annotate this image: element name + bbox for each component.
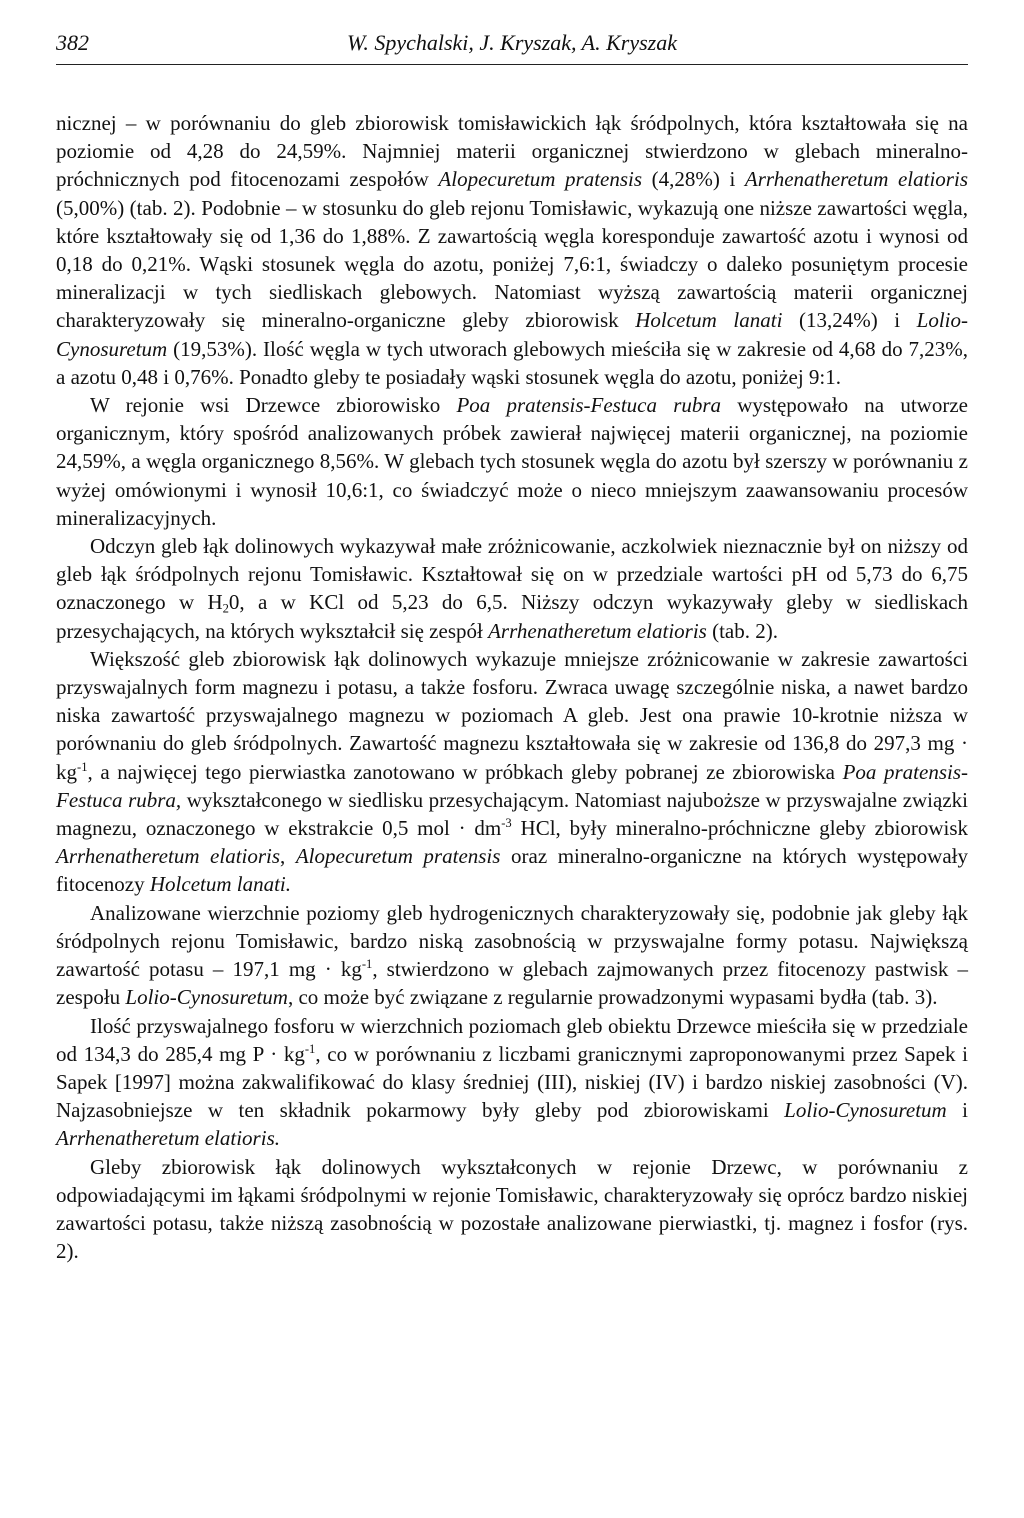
text-run: , a najwięcej tego pierwiastka zanotowano w próbkach gleby pobranej ze zbiorowiska [87,759,843,784]
paragraph [56,1153,968,1266]
text-run: , [280,844,296,869]
text-run: (tab. 2). [706,618,778,643]
text-run: nicznej – w porównaniu do gleb zbiorowisk tomisławickich łąk śródpolnych, która kształtowała się na poziomie od 4,28 do 24,59%. Najmniej materii organicznej stwierdzono w glebach mineralno-próchnicznych pod fitocenozami zespołów [56,111,968,192]
species-name: Poa pratensis-Festuca rubra, [56,759,968,812]
species-name: Lolio-Cynosuretum [125,985,288,1010]
superscript: -3 [501,816,512,831]
text-run: Większość gleb zbiorowisk łąk dolinowych wykazuje mniejsze zróżnicowanie w zakresie zawartości przyswajalnych form magnezu i potasu, a także fosforu. Zwraca uwagę szczególnie niska, a nawet bardzo niska zawartość przyswajalnego magnezu w poziomach A gleb. Jest ona prawie 10-krotnie niższa w porównaniu do gleb śródpolnych. Zawartość magnezu kształtowała się w zakresie od 136,8 do 297,3 mg · kg [56,646,968,784]
paragraph [56,532,968,645]
paragraph [56,1012,968,1153]
paragraph [56,109,968,391]
text-run: wykształconego w siedlisku przesychającym. Natomiast najuboższe w przyswajalne związki magnezu, oznaczonego w ekstrakcie 0,5 mol · dm [56,787,968,841]
page-number: 382 [56,30,89,55]
text-run: Gleby zbiorowisk łąk dolinowych wykształconych w rejonie Drzewc, w porównaniu z odpowiadającymi im łąkami śródpolnymi w rejonie Tomisławic, charakteryzowały się oprócz bardzo niskiej zawartości potasu, także niższą zasobnością w pozostałe analizowane pierwiastki, tj. magnez i fosfor (rys. 2). [56,1154,968,1264]
paragraph [56,899,968,1012]
text-run: W rejonie wsi Drzewce zbiorowisko [90,393,457,418]
text-run: Ilość przyswajalnego fosforu w wierzchnich poziomach gleb obiektu Drzewce mieściła się w przedziale od 134,3 do 285,4 mg P · kg [56,1013,968,1066]
superscript: -1 [304,1041,316,1056]
species-name: Poa pratensis-Festuca rubra [456,393,722,418]
text-run: występowało na utworze organicznym, który spośród analizowanych próbek zawierał najwięcej materii organicznej, na poziomie 24,59%, a węgla organicznego 8,56%. W glebach tych stosunek węgla do azotu był szerszy w porównaniu z wyżej omówionymi i wynosił 10,6:1, co świadczyć może o nieco mniejszym zaawansowaniu procesów mineralizacyjnych. [56,393,968,530]
text-run: 0, a w KCl od 5,23 do 6,5. Niższy odczyn wykazywały gleby w siedliskach przesychających, na których wykształcił się zespół [56,590,968,643]
text-run: (13,24%) i [782,308,917,333]
running-header [56,30,968,65]
species-name: Lolio-Cynosuretum [784,1098,947,1123]
article-body [56,109,968,1265]
superscript: -1 [77,759,88,774]
subscript: 2 [222,601,229,616]
species-name: Arrhenatheretum elatioris. [56,1126,280,1151]
text-run: Analizowane wierzchnie poziomy gleb hydrogenicznych charakteryzowały się, podobnie jak gleby łąk śródpolnych rejonu Tomisławic, bardzo niską zasobnością w przyswajalne formy potasu. Największą zawartość potasu – 197,1 mg · kg [56,900,968,982]
running-title-authors: W. Spychalski, J. Kryszak, A. Kryszak [347,30,677,55]
page [56,30,968,1265]
paragraph [56,645,968,899]
text-run: (4,28%) i [642,167,745,192]
superscript: -1 [361,957,373,972]
species-name: Holcetum lanati. [149,872,292,897]
species-name: Arrhenatheretum elatioris [488,618,707,643]
species-name: Alopecuretum pratensis [295,844,501,869]
text-run: oraz mineralno-organiczne na których występowały fitocenozy [56,844,969,897]
species-name: Holcetum lanati [635,308,783,333]
text-run: i [946,1098,968,1123]
text-run: Odczyn gleb łąk dolinowych wykazywał małe zróżnicowanie, aczkolwiek nieznacznie był on niższy od gleb łąk śródpolnych rejonu Tomisławic. Kształtował się on w przedziale wartości pH od 5,73 do 6,75 oznaczonego w H [56,534,968,615]
text-run: , co w porównaniu z liczbami granicznymi zaproponowanymi przez Sapek i Sapek [1997] można zakwalifikować do klasy średniej (III), niskiej (IV) i bardzo niskiej zasobności (V). Najzasobniejsze w ten składnik pokarmowy były gleby pod zbiorowiskami [56,1041,968,1123]
species-name: Arrhenatheretum elatioris [56,844,281,869]
species-name: Lolio-Cynosuretum [56,308,968,361]
species-name: Alopecuretum pratensis [438,167,643,192]
text-run: HCl, były mineralno-próchniczne gleby zbiorowisk [511,816,969,841]
text-run: (5,00%) (tab. 2). Podobnie – w stosunku do gleb rejonu Tomisławic, wykazują one niższe zawartości węgla, które kształtowały się od 1,36 do 1,88%. Z zawartością węgla koresponduje zawartość azotu i wynosi od 0,18 do 0,21%. Wąski stosunek węgla do azotu, poniżej 7,6:1, świadczy o daleko posuniętym procesie mineralizacji w tych siedliskach glebowych. Natomiast wyższą zawartością materii organicznej charakteryzowały się mineralno-organiczne gleby zbiorowisk [56,195,968,333]
paragraph [56,391,968,532]
text-run: , stwierdzono w glebach zajmowanych przez fitocenozy pastwisk – zespołu [56,957,968,1010]
text-run: (19,53%). Ilość węgla w tych utworach glebowych mieściła się w zakresie od 4,68 do 7,23%, a azotu 0,48 i 0,76%. Ponadto gleby te posiadały wąski stosunek węgla do azotu, poniżej 9:1. [56,336,968,389]
species-name: Arrhenatheretum elatioris [744,167,968,192]
text-run: , co może być związane z regularnie prowadzonymi wypasami bydła (tab. 3). [287,985,938,1010]
